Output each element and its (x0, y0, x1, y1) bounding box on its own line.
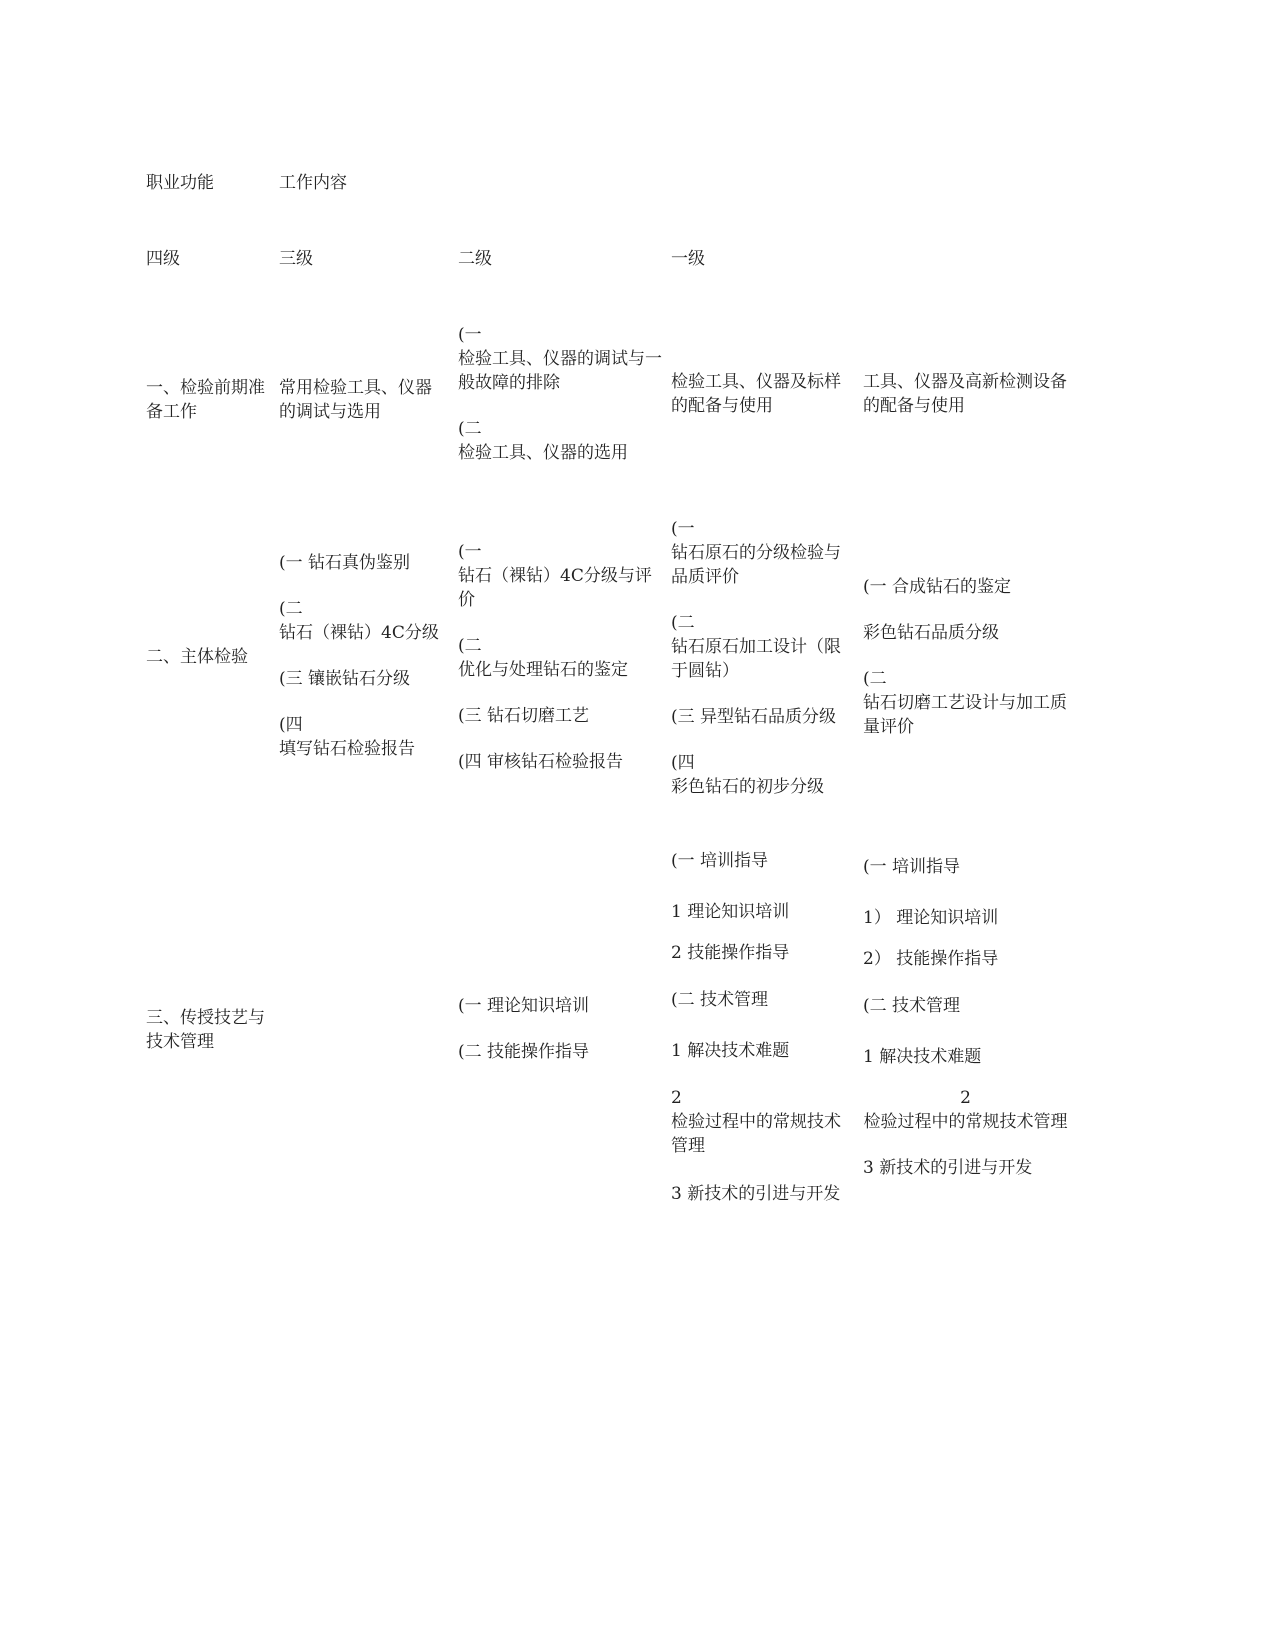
row2-level3-item2-text: 优化与处理钻石的鉴定 (458, 660, 628, 680)
row2-level1-item1: (一 合成钻石的鉴定 (863, 577, 1012, 597)
row2-level4 (279, 551, 447, 761)
row3-level1-section2-item2-text: 检验过程中的常规技术管理 (863, 1112, 1068, 1132)
row3-level2-section2-item3: 3 新技术的引进与开发 (671, 1184, 841, 1204)
row3-level2-section2-item1: 1 解决技术难题 (671, 1041, 790, 1061)
row3-level2-section1-item1: 1 理论知识培训 (671, 902, 790, 922)
row2-level1 (863, 575, 1068, 739)
row3-level2-section1-item2: 2 技能操作指导 (671, 943, 790, 963)
row2-level3 (458, 540, 663, 774)
row2-level1-item2-marker: (二 (863, 669, 887, 689)
row2-level2-item2-marker: (二 (671, 613, 695, 633)
row2-level4-item2-text: 钻石（裸钻）4C分级 (279, 623, 439, 643)
row2-level4-item4-text: 填写钻石检验报告 (279, 739, 415, 759)
row2-level4-item4-marker: (四 (279, 715, 303, 735)
row3-level2 (671, 849, 856, 1206)
row1-level2: 检验工具、仪器及标样的配备与使用 (671, 372, 841, 416)
row2-level2-item4-text: 彩色钻石的初步分级 (671, 777, 824, 797)
level-2-heading: 二级 (458, 249, 492, 269)
row1-function: 一、检验前期准备工作 (146, 378, 265, 422)
row2-level3-item1-text: 钻石（裸钻）4C分级与评价 (458, 566, 652, 610)
row2-level2-item2-text: 钻石原石加工设计（限于圆钻） (671, 637, 841, 681)
row3-level3-item1: (一 理论知识培训 (458, 996, 590, 1016)
header-work-content: 工作内容 (279, 173, 347, 193)
level-3-heading: 三级 (279, 249, 313, 269)
row3-level1-section1-item2: 2） 技能操作指导 (863, 949, 999, 969)
row2-level2 (671, 517, 856, 799)
row2-level2-item3: (三 异型钻石品质分级 (671, 707, 837, 727)
row3-level2-section2: (二 技术管理 (671, 990, 769, 1010)
row2-level3-item3: (三 钻石切磨工艺 (458, 706, 590, 726)
row2-level1-item1-sub: 彩色钻石品质分级 (863, 623, 999, 643)
row1-level3-item2-marker: (二 (458, 419, 482, 439)
row2-level4-item2-marker: (二 (279, 599, 303, 619)
row3-function: 三、传授技艺与技术管理 (146, 1008, 265, 1052)
row3-level1-section2-item1: 1 解决技术难题 (863, 1047, 982, 1067)
row3-level1-section2-item3: 3 新技术的引进与开发 (863, 1158, 1033, 1178)
level-4-heading: 四级 (146, 249, 180, 269)
row2-level3-item2-marker: (二 (458, 636, 482, 656)
row3-level2-section2-item2-text: 检验过程中的常规技术管理 (671, 1112, 841, 1156)
row3-level1-section1-item1: 1） 理论知识培训 (863, 908, 999, 928)
row1-level1: 工具、仪器及高新检测设备的配备与使用 (863, 372, 1067, 416)
row3-level1-section2-item2-number: 2 (960, 1088, 971, 1108)
row3-level1-section2: (二 技术管理 (863, 996, 961, 1016)
row2-level2-item4-marker: (四 (671, 753, 695, 773)
row2-level3-item4: (四 审核钻石检验报告 (458, 752, 624, 772)
row2-level2-item1-text: 钻石原石的分级检验与品质评价 (671, 543, 841, 587)
row3-level3 (458, 994, 663, 1064)
row2-level4-item3: (三 镶嵌钻石分级 (279, 669, 411, 689)
row3-level2-section2-item2-number: 2 (671, 1088, 682, 1108)
row2-function: 二、主体检验 (146, 647, 248, 667)
header-occupation-function: 职业功能 (146, 173, 214, 193)
row1-level3 (458, 323, 663, 465)
row3-level1 (863, 855, 1068, 1180)
row3-level2-section1: (一 培训指导 (671, 851, 769, 871)
row3-level1-section1: (一 培训指导 (863, 857, 961, 877)
row1-level4: 常用检验工具、仪器的调试与选用 (279, 378, 432, 422)
row1-level3-item1-marker: (一 (458, 325, 482, 345)
row2-level2-item1-marker: (一 (671, 519, 695, 539)
row2-level1-item2-text: 钻石切磨工艺设计与加工质量评价 (863, 693, 1067, 737)
row1-level3-item1-text: 检验工具、仪器的调试与一般故障的排除 (458, 349, 662, 393)
row3-level3-item2: (二 技能操作指导 (458, 1042, 590, 1062)
row2-level3-item1-marker: (一 (458, 542, 482, 562)
row1-level3-item2-text: 检验工具、仪器的选用 (458, 443, 628, 463)
row2-level4-item1: (一 钻石真伪鉴别 (279, 553, 411, 573)
level-1-heading: 一级 (671, 249, 705, 269)
